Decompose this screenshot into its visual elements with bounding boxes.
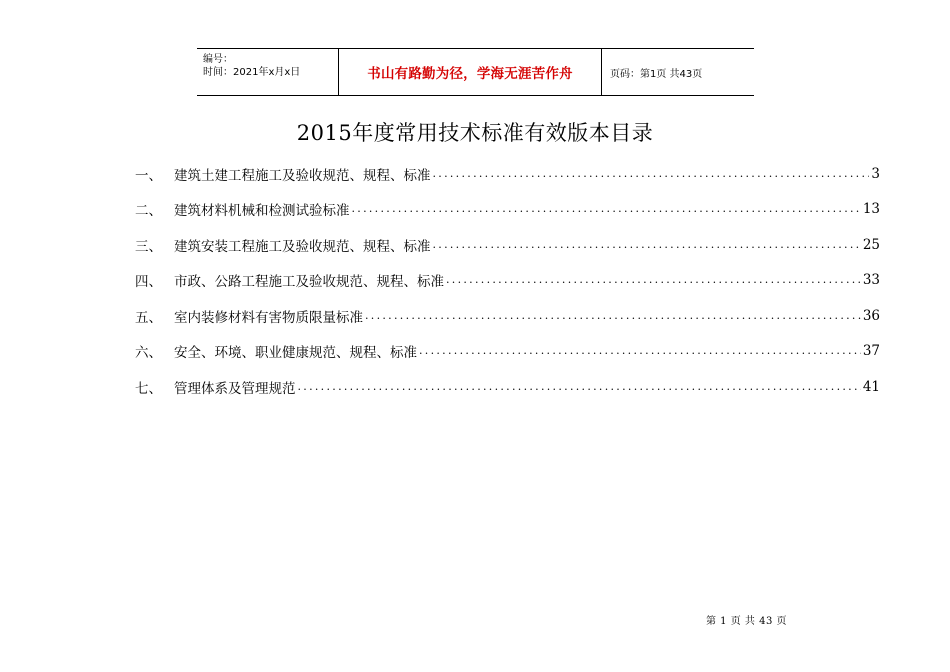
toc-dot-leader xyxy=(433,237,861,253)
toc-entry[interactable] xyxy=(135,192,880,228)
document-number: 编号： xyxy=(203,54,233,65)
toc-dot-leader xyxy=(298,379,861,395)
toc-entry-number: 三、 xyxy=(135,238,162,255)
toc-entry-page[interactable]: 36 xyxy=(862,307,880,324)
toc-entry[interactable] xyxy=(135,298,880,334)
toc-entry-page[interactable]: 33 xyxy=(862,272,880,289)
footer-page-number: 第 1 页 共 43 页 xyxy=(706,616,787,627)
header-page-info xyxy=(602,49,754,95)
toc-entry-label[interactable]: 室内装修材料有害物质限量标准 xyxy=(174,309,363,326)
document-title: 2015年度常用技术标准有效版本目录 xyxy=(296,121,654,145)
toc-entry-page[interactable]: 3 xyxy=(871,165,880,182)
toc-entry-label[interactable]: 市政、公路工程施工及验收规范、规程、标准 xyxy=(174,274,444,291)
toc-entry-number: 七、 xyxy=(135,380,162,397)
toc-entry[interactable] xyxy=(135,156,880,192)
toc-dot-leader xyxy=(365,308,861,324)
toc-dot-leader xyxy=(446,272,861,288)
toc-entry-number: 五、 xyxy=(135,309,162,326)
page-info-text: 页码：第1页 共43页 xyxy=(610,68,703,80)
toc-entry[interactable] xyxy=(135,369,880,405)
toc-entry-page[interactable]: 41 xyxy=(862,378,880,395)
motto-text: 书山有路勤为径，学海无涯苦作舟 xyxy=(367,66,573,82)
document-date: 时间：2021年x月x日 xyxy=(203,67,301,78)
toc-entry-number: 二、 xyxy=(135,203,162,220)
toc-entry-label[interactable]: 管理体系及管理规范 xyxy=(174,380,296,397)
toc-dot-leader xyxy=(352,201,861,217)
toc-dot-leader xyxy=(419,343,861,359)
toc-entry-label[interactable]: 建筑材料机械和检测试验标准 xyxy=(174,203,350,220)
toc-dot-leader xyxy=(433,166,870,182)
toc-entry-page[interactable]: 13 xyxy=(862,201,880,218)
toc-entry-label[interactable]: 建筑安装工程施工及验收规范、规程、标准 xyxy=(174,238,431,255)
toc-entry-page[interactable]: 25 xyxy=(862,236,880,253)
toc-entry-label[interactable]: 建筑土建工程施工及验收规范、规程、标准 xyxy=(174,167,431,184)
table-of-contents xyxy=(135,156,880,405)
page-header xyxy=(197,48,754,96)
page-footer xyxy=(706,612,787,627)
toc-entry[interactable] xyxy=(135,263,880,299)
toc-entry-label[interactable]: 安全、环境、职业健康规范、规程、标准 xyxy=(174,345,417,362)
header-meta xyxy=(197,49,339,95)
toc-entry[interactable] xyxy=(135,227,880,263)
toc-entry-number: 六、 xyxy=(135,345,162,362)
toc-entry-number: 四、 xyxy=(135,274,162,291)
toc-entry-number: 一、 xyxy=(135,167,162,184)
header-motto-cell xyxy=(339,49,602,95)
toc-entry-page[interactable]: 37 xyxy=(862,343,880,360)
toc-entry[interactable] xyxy=(135,334,880,370)
